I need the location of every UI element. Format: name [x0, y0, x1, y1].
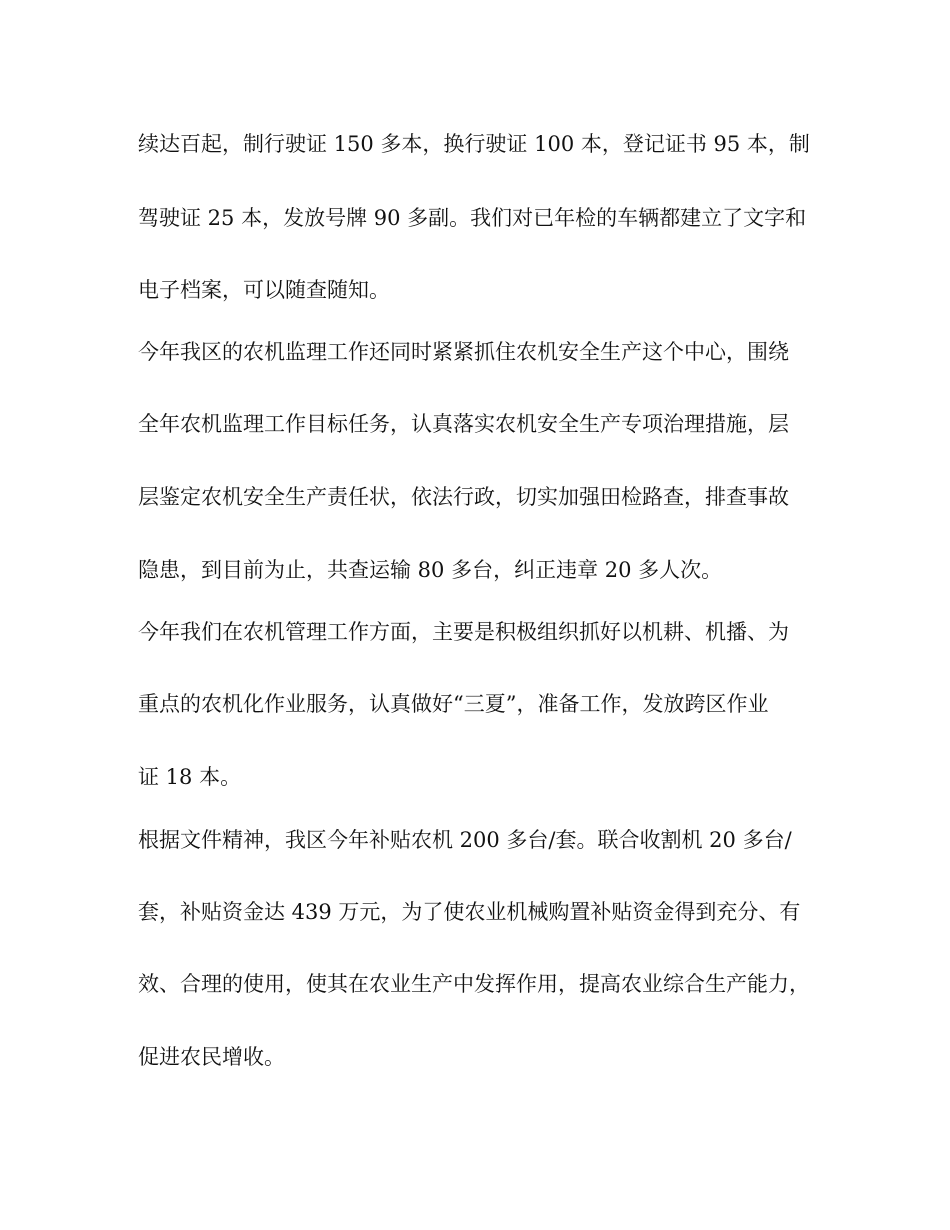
text-line-2: 驾驶证 25 本，发放号牌 90 多副。我们对已年检的车辆都建立了文字和 — [138, 206, 807, 230]
text-line-11: 根据文件精神，我区今年补贴农机 200 多台/套。联合收割机 20 多台/ — [138, 828, 792, 852]
text-line-10: 证 18 本。 — [138, 765, 242, 789]
text-line-14: 促进农民增收。 — [138, 1045, 285, 1069]
text-line-7: 隐患，到目前为止，共查运输 80 多台，纠正违章 20 多人次。 — [138, 558, 723, 582]
text-line-9: 重点的农机化作业服务，认真做好“三夏”，准备工作，发放跨区作业 — [138, 692, 769, 716]
text-line-3: 电子档案，可以随查随知。 — [138, 278, 390, 302]
text-line-8: 今年我们在农机管理工作方面，主要是积极组织抓好以机耕、机播、为 — [138, 620, 789, 644]
text-line-4: 今年我区的农机监理工作还同时紧紧抓住农机安全生产这个中心，围绕 — [138, 340, 789, 364]
text-line-12: 套，补贴资金达 439 万元，为了使农业机械购置补贴资金得到充分、有 — [138, 900, 801, 924]
text-line-6: 层鉴定农机安全生产责任状，依法行政，切实加强田检路查，排查事故 — [138, 485, 789, 509]
text-line-13: 效、合理的使用，使其在农业生产中发挥作用，提高农业综合生产能力， — [138, 972, 810, 996]
text-line-5: 全年农机监理工作目标任务，认真落实农机安全生产专项治理措施，层 — [138, 412, 789, 436]
text-line-1: 续达百起，制行驶证 150 多本，换行驶证 100 本，登记证书 95 本，制 — [138, 132, 810, 156]
